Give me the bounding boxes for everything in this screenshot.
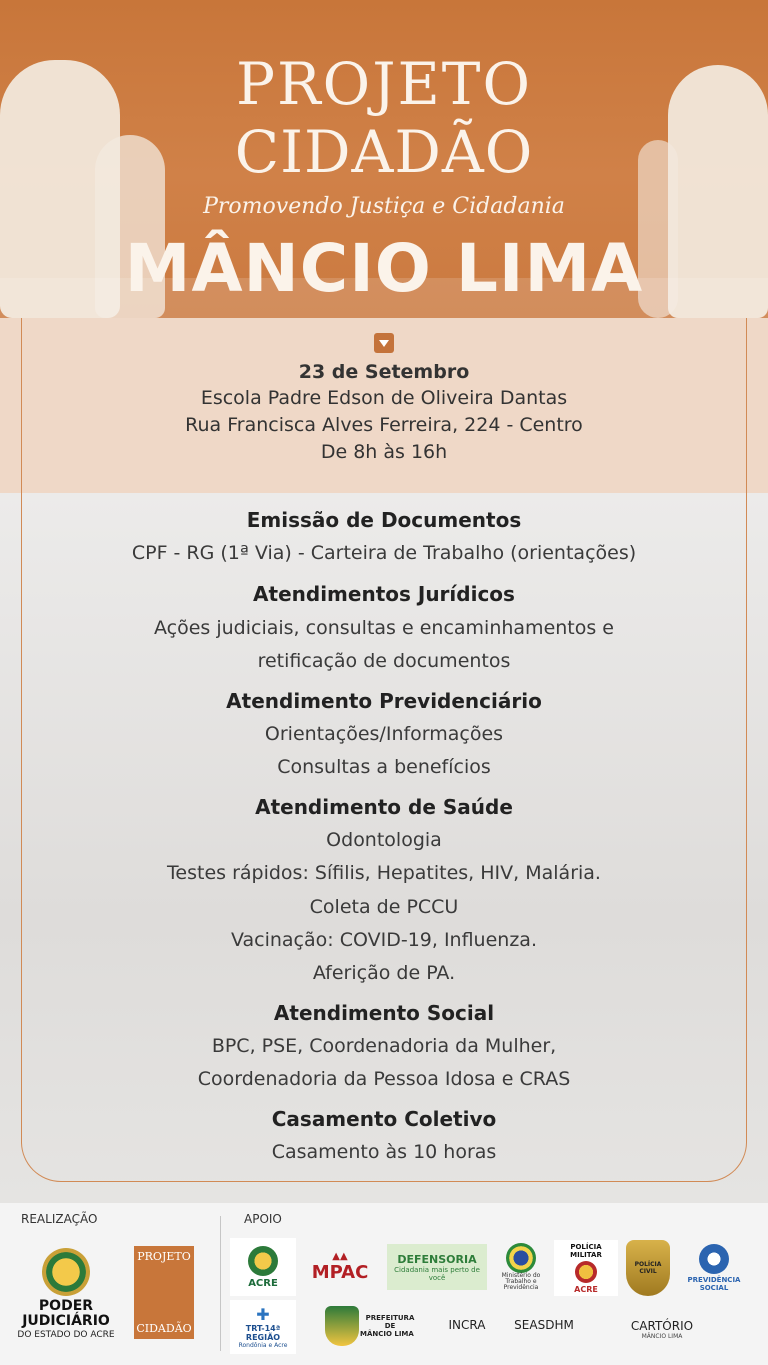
projeto-logo-line2: CIDADÃO (136, 1322, 192, 1335)
cartorio-logo (622, 1314, 702, 1344)
service-line: CPF - RG (1ª Via) - Carteira de Trabalho (orientações) (131, 542, 637, 564)
apoio-label: APOIO (244, 1212, 282, 1226)
brazil-crest-icon (506, 1243, 536, 1273)
cartorio-label-2: MÂNCIO LIMA (641, 1332, 683, 1340)
ministerio-trabalho-logo (497, 1240, 545, 1294)
prefeitura-crest-icon (325, 1306, 359, 1346)
acre-government-logo (230, 1238, 296, 1296)
pm-label-1: POLÍCIA MILITAR (570, 1242, 602, 1259)
mpac-label: MPAC (311, 1262, 369, 1283)
event-address: Rua Francisca Alves Ferreira, 224 - Centro (185, 414, 583, 436)
seasdhm-logo (506, 1314, 582, 1336)
city-name: MÂNCIO LIMA (124, 230, 644, 307)
prefeitura-logo (360, 1312, 420, 1340)
pm-crest-icon (575, 1261, 597, 1283)
pj-line1: PODER (38, 1298, 94, 1314)
event-date: 23 de Setembro (298, 361, 470, 383)
incra-logo (436, 1314, 498, 1336)
pc-label-2: CIVIL (639, 1268, 657, 1275)
prefeitura-label-1: PREFEITURA DE (365, 1314, 415, 1330)
mpac-logo (305, 1244, 375, 1290)
trt-label-2: Rondônia e Acre (238, 1342, 288, 1349)
service-line: Vacinação: COVID-19, Influenza. (230, 929, 537, 951)
title-line-1: PROJETO (235, 50, 533, 118)
previdencia-icon (699, 1244, 729, 1274)
service-line: Casamento às 10 horas (271, 1141, 497, 1163)
service-title-documentos: Emissão de Documentos (246, 508, 522, 532)
policia-civil-badge (626, 1240, 670, 1296)
cartorio-label-1: CARTÓRIO (630, 1318, 694, 1333)
event-hours: De 8h às 16h (320, 441, 448, 463)
event-venue: Escola Padre Edson de Oliveira Dantas (200, 387, 568, 409)
service-line: Coordenadoria da Pessoa Idosa e CRAS (197, 1068, 571, 1090)
previdencia-social-logo (676, 1242, 752, 1294)
service-title-juridicos: Atendimentos Jurídicos (253, 582, 515, 606)
ministerio-label: Ministério do Trabalho e Previdência (501, 1272, 541, 1291)
pc-label-1: POLÍCIA (634, 1261, 662, 1268)
service-line: BPC, PSE, Coordenadoria da Mulher, (211, 1035, 557, 1057)
defensoria-tagline: Cidadania mais perto de você (394, 1265, 480, 1282)
realizacao-label: REALIZAÇÃO (21, 1212, 98, 1226)
prefeitura-label-2: MÂNCIO LIMA (360, 1330, 414, 1338)
service-line: Odontologia (326, 829, 442, 851)
trt-label-1: TRT-14ª REGIÃO (245, 1324, 281, 1342)
previdencia-label: PREVIDÊNCIA SOCIAL (687, 1276, 741, 1292)
pm-label-2: ACRE (574, 1284, 598, 1294)
service-line: Coleta de PCCU (309, 896, 459, 918)
service-line: Consultas a benefícios (277, 756, 491, 778)
service-title-social: Atendimento Social (273, 1001, 495, 1025)
projeto-logo-line1: PROJETO (137, 1250, 191, 1263)
policia-militar-logo (554, 1240, 618, 1296)
acre-label: ACRE (248, 1277, 278, 1289)
defensoria-logo (387, 1244, 487, 1290)
title-line-2: CIDADÃO (234, 118, 534, 186)
seasdhm-label: SEASDHM (514, 1318, 574, 1332)
pj-line2: JUDICIÁRIO (22, 1313, 110, 1329)
acre-crest-icon (248, 1246, 278, 1276)
footer-divider (220, 1216, 221, 1351)
service-line: Ações judiciais, consultas e encaminhamentos e (153, 617, 615, 639)
service-line: Aferição de PA. (312, 962, 456, 984)
trt-emblem-icon: ✚ (256, 1305, 270, 1324)
mpac-emblem-icon: ▲▲ (332, 1251, 348, 1262)
service-title-casamento: Casamento Coletivo (271, 1107, 497, 1131)
incra-label: INCRA (448, 1318, 486, 1332)
subtitle: Promovendo Justiça e Cidadania (203, 194, 565, 219)
service-line: Testes rápidos: Sífilis, Hepatites, HIV, Malária. (167, 862, 601, 884)
service-line: Orientações/Informações (264, 723, 504, 745)
defensoria-label: DEFENSORIA (397, 1252, 477, 1266)
service-line: retificação de documentos (257, 650, 511, 672)
pj-line3: DO ESTADO DO ACRE (17, 1330, 115, 1340)
service-title-saude: Atendimento de Saúde (255, 795, 513, 819)
projeto-cidadao-logo (134, 1246, 194, 1339)
trt14-logo (230, 1300, 296, 1354)
service-title-previdenciario: Atendimento Previdenciário (226, 689, 542, 713)
judiciary-crest-icon (42, 1248, 90, 1296)
